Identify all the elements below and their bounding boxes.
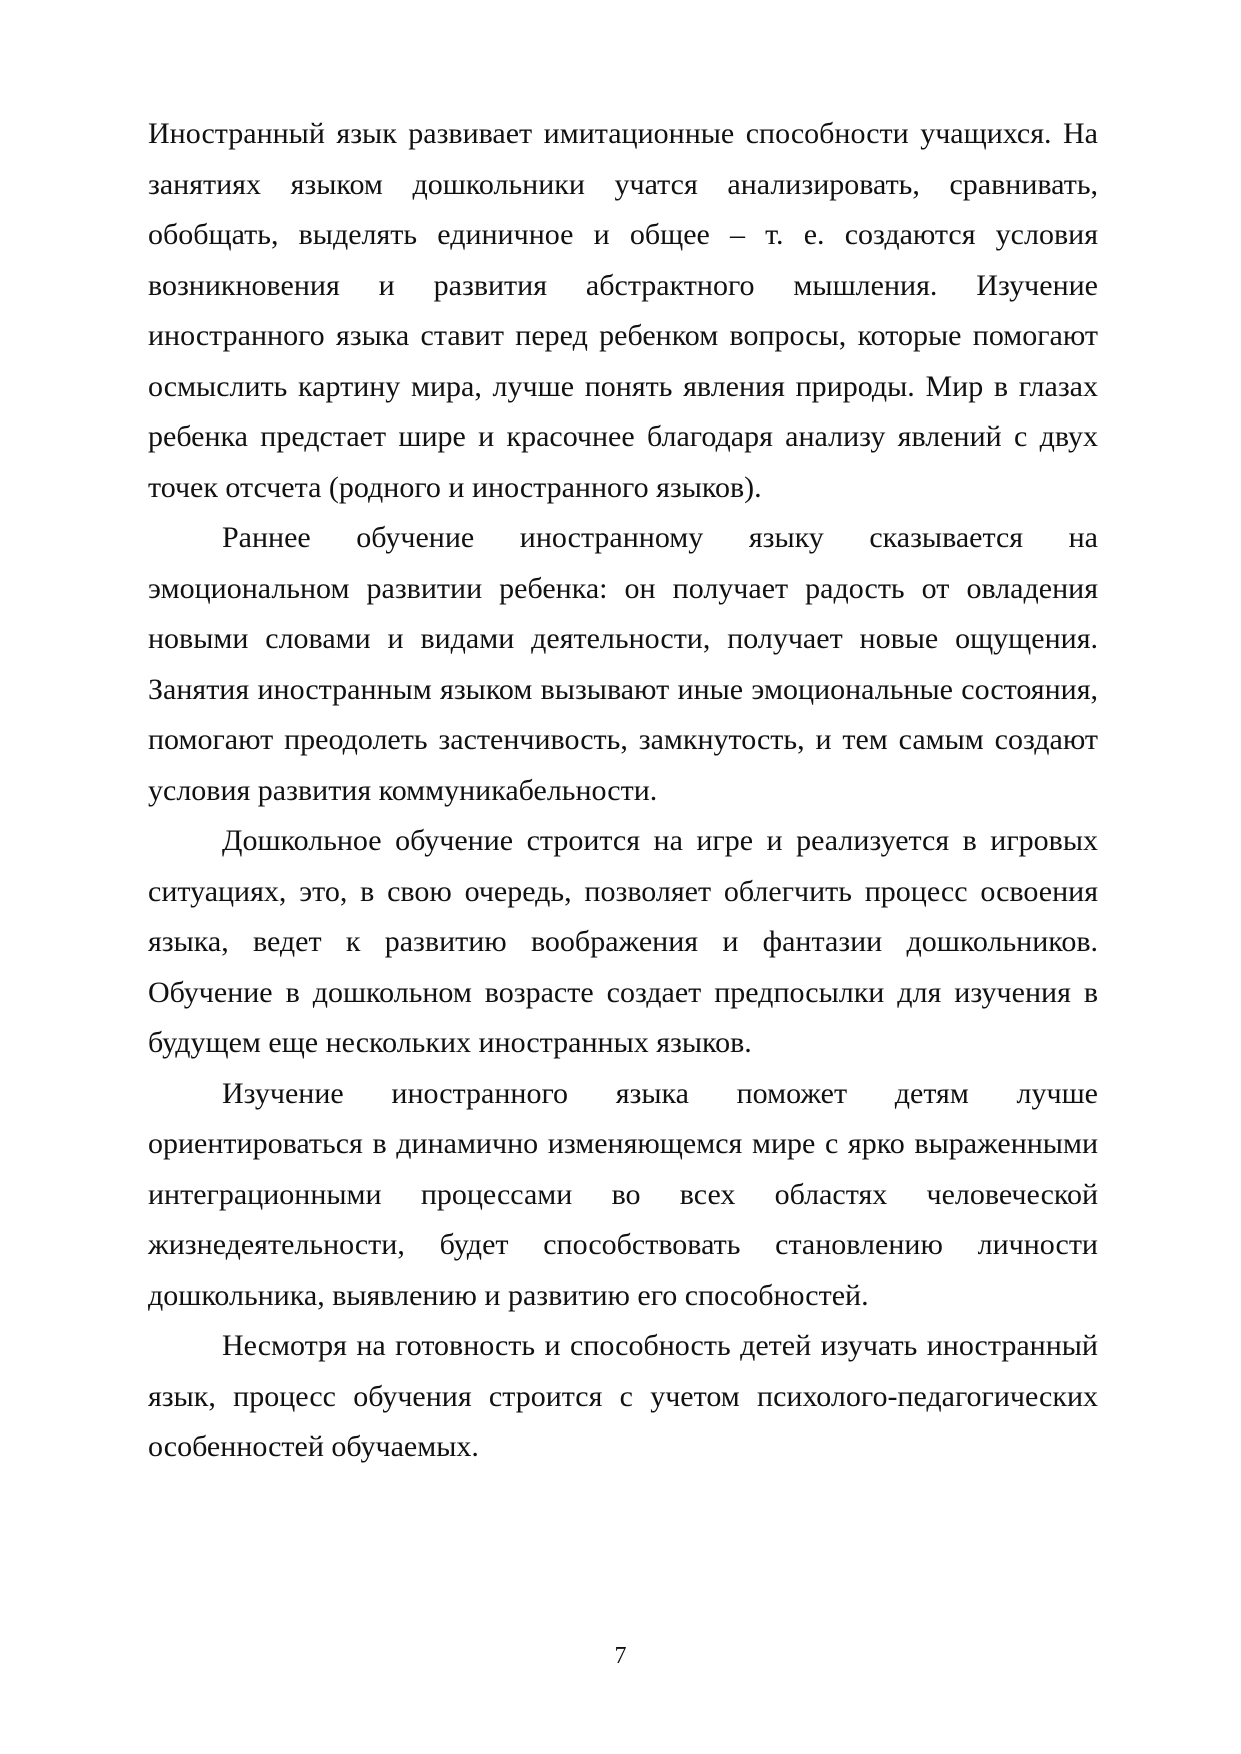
paragraph-5: Несмотря на готовность и способность детей изучать иностранный язык, процесс обучения строится с учетом психолого-педагогических особенностей обучаемых. [148,1329,1098,1463]
paragraph-3: Дошкольное обучение строится на игре и реализуется в игровых ситуациях, это, в свою очередь, позволяет облегчить процесс освоения языка, ведет к развитию воображения и фантазии дошкольников. Обучение в дошкольном возрасте создает предпосылки для изучения в будущем еще нескольких иностранных языков. [148,824,1098,1059]
paragraph-1: Иностранный язык развивает имитационные способности учащихся. На занятиях языком дошкольники учатся анализировать, сравнивать, обобщать, выделять единичное и общее – т. е. создаются условия возникновения и развития абстрактного мышления. Изучение иностранного языка ставит перед ребенком вопросы, которые помогают осмыслить картину мира, лучше понять явления природы. Мир в глазах ребенка предстает шире и красочнее благодаря анализу явлений с двух точек отсчета (родного и иностранного языков). [148,117,1098,504]
paragraph-2: Раннее обучение иностранному языку сказывается на эмоциональном развитии ребенка: он получает радость от овладения новыми словами и видами деятельности, получает новые ощущения. Занятия иностранным языком вызывают иные эмоциональные состояния, помогают преодолеть застенчивость, замкнутость, и тем самым создают условия развития коммуникабельности. [148,521,1098,807]
body-text [148,109,1098,1473]
page-number: 7 [614,1643,627,1669]
paragraph-4: Изучение иностранного языка поможет детям лучше ориентироваться в динамично изменяющемся мире с ярко выраженными интеграционными процессами во всех областях человеческой жизнедеятельности, будет способствовать становлению личности дошкольника, выявлению и развитию его способностей. [148,1076,1098,1312]
